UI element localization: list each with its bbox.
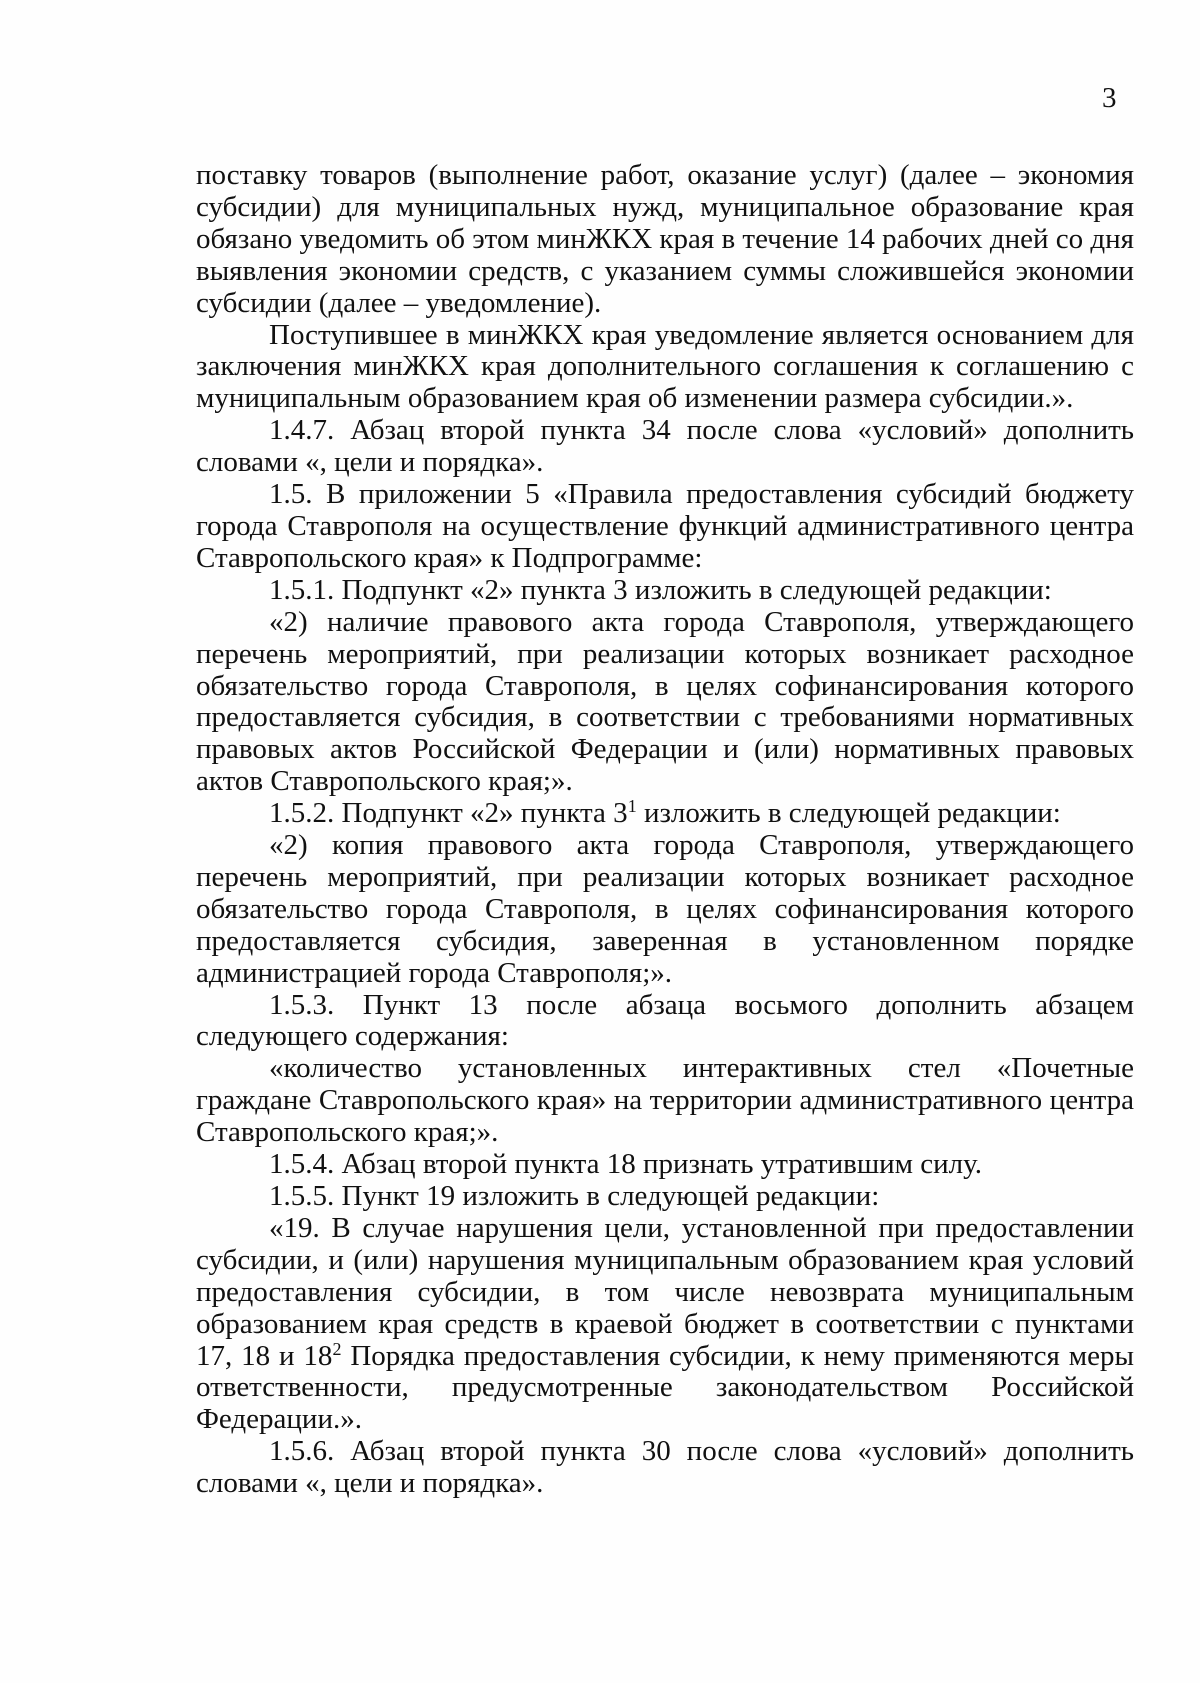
paragraph-1-5-1: 1.5.1. Подпункт «2» пункта 3 изложить в следующей редакции: xyxy=(269,573,1052,606)
paragraph-1-5-1-quote: «2) наличие правового акта города Ставрополя, утверждающего перечень мероприятий, при реализации которых возникает расходное обязательство города Ставрополя, в целях софинансирования которого предоставляется субсидия, в соответствии с требованиями нормативных правовых актов Российской Федерации и (или) нормативных правовых актов Ставропольского края;». xyxy=(196,605,1134,798)
superscript-1: 1 xyxy=(627,796,637,817)
paragraph-1-5-5-quote-part1: «19. В случае нарушения цели, установленной при предоставлении субсидии, и (или) нарушения муниципальным образованием края условий предоставления субсидии, в том числе невозврата муниципальным образованием края средств в краевой бюджет в соответствии с пунктами 17, 18 и 18 xyxy=(196,1211,1134,1372)
paragraph-1-5-2 xyxy=(196,798,1134,830)
paragraph-1-5-2-part1: 1.5.2. Подпункт «2» пункта 3 xyxy=(269,797,628,830)
page-number: 3 xyxy=(1102,82,1117,114)
paragraph-1-5-3-quote: «количество установленных интерактивных стел «Почетные граждане Ставропольского края» на территории административного центра Ставропольского края;». xyxy=(196,1052,1134,1149)
paragraph-1-5-5-quote xyxy=(196,1213,1134,1436)
paragraph-notification-basis: Поступившее в минЖКХ края уведомление является основанием для заключения минЖКХ края дополнительного соглашения к соглашению с муниципальным образованием края об изменении размера субсидии.». xyxy=(196,318,1134,415)
paragraph-1-5-2-quote: «2) копия правового акта города Ставрополя, утверждающего перечень мероприятий, при реализации которых возникает расходное обязательство города Ставрополя, в целях софинансирования которого предоставляется субсидия, заверенная в установленном порядке администрацией города Ставрополя;». xyxy=(196,829,1134,989)
paragraph-1-4-7: 1.4.7. Абзац второй пункта 34 после слова «условий» дополнить словами «, цели и порядка». xyxy=(196,414,1134,479)
paragraph-1-5-5: 1.5.5. Пункт 19 изложить в следующей редакции: xyxy=(269,1180,880,1212)
document-body xyxy=(196,160,1134,1500)
paragraph-1-5-2-part2: изложить в следующей редакции: xyxy=(636,797,1061,830)
superscript-2: 2 xyxy=(332,1338,342,1359)
paragraph-1-5-5-quote-part2: Порядка предоставления субсидии, к нему применяются меры ответственности, предусмотренные законодательством Российской Федерации.». xyxy=(196,1339,1134,1436)
paragraph-1-5-4: 1.5.4. Абзац второй пункта 18 признать утратившим силу. xyxy=(269,1148,982,1181)
paragraph-1-5-6: 1.5.6. Абзац второй пункта 30 после слова «условий» дополнить словами «, цели и порядка». xyxy=(196,1435,1134,1500)
paragraph-1-5-3: 1.5.3. Пункт 13 после абзаца восьмого дополнить абзацем следующего содержания: xyxy=(196,988,1134,1053)
paragraph-continuation: поставку товаров (выполнение работ, оказание услуг) (далее – экономия субсидии) для муниципальных нужд, муниципальное образование края обязано уведомить об этом минЖКХ края в течение 14 рабочих дней со дня выявления экономии средств, с указанием суммы сложившейся экономии субсидии (далее – уведомление). xyxy=(196,159,1134,319)
paragraph-1-5: 1.5. В приложении 5 «Правила предоставления субсидий бюджету города Ставрополя на осуществление функций административного центра Ставропольского края» к Подпрограмме: xyxy=(196,478,1134,574)
